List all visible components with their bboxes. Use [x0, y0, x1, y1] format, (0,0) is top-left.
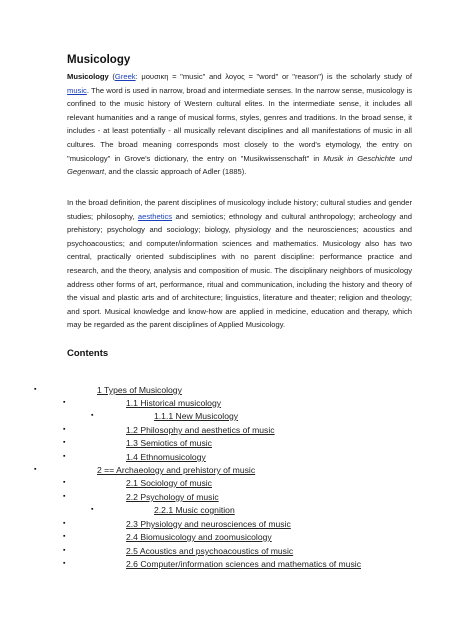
- bullet-icon: ▪: [63, 399, 66, 406]
- bullet-icon: ▪: [34, 386, 37, 393]
- toc-link[interactable]: 2 == Archaeology and prehistory of music: [97, 465, 256, 475]
- definition-rest: and semiotics; ethnology and cultural anthropology; archeology and prehistory; psychology and sociology; biology, physiology and the neurosciences; acoustics and psychoacoustics; and computer/information sciences and mathematics. Musicology also has two central, practically oriented subdisciplines with no parent discipline: performance practice and research, and the theory, analysis and composition of music. The disciplinary neighbors of musicology address other forms of art, performance, ritual and communication, including the history and theory of the visual and plastic arts and of architecture; linguistics, literature and theater; religion and theology; and sport. Musical knowledge and know-how are applied in medicine, education and therapy, which may be regarded as the parent disciplines of Applied Musicology.: [67, 211, 412, 330]
- toc-link[interactable]: 2.5 Acoustics and psychoacoustics of music: [126, 546, 294, 556]
- toc-link[interactable]: 1.4 Ethnomusicology: [126, 452, 206, 462]
- toc-link[interactable]: 2.2 Psychology of music: [126, 492, 219, 502]
- intro-open: (: [108, 72, 115, 81]
- toc-link[interactable]: 1.1 Historical musicology: [126, 398, 222, 408]
- bullet-icon: ▪: [63, 520, 66, 527]
- toc-link[interactable]: 1.1.1 New Musicology: [154, 411, 239, 421]
- definition-start: In the broad definition, the parent disciplines of musicology include history; cultural studies and gender studies; philosophy,: [67, 198, 412, 221]
- toc-link[interactable]: 2.6 Computer/information sciences and mathematics of music: [126, 559, 361, 569]
- bullet-icon: ▪: [63, 479, 66, 486]
- toc-link[interactable]: 2.1 Sociology of music: [126, 478, 212, 488]
- bullet-icon: ▪: [63, 560, 66, 567]
- intro-greek-rest: : μουσικη = "music" and λογος = "word" or "reason") is the scholarly study of: [135, 72, 412, 81]
- intro-end: , and the classic approach of Adler (1885).: [104, 167, 247, 177]
- intro-rest: . The word is used in narrow, broad and intermediate senses. In the narrow sense, musicology is confined to the music history of Western cultural elites. In the intermediate sense, it includes all relevant humanities and a range of musical forms, styles, genres and traditions. In the broad sense, it includes - at least potentially - all musically relevant disciplines and all manifestations of music in all cultures. The broad meaning corresponds most closely to the word's etymology, the entry on "musicology" in Grove's dictionary, the entry on "Musikwissenschaft" in: [67, 85, 412, 163]
- bullet-icon: ▪: [63, 453, 66, 460]
- toc-link[interactable]: 1.3 Semiotics of music: [126, 438, 212, 448]
- bullet-icon: ▪: [63, 439, 66, 446]
- toc-link[interactable]: 1 Types of Musicology: [97, 385, 182, 395]
- toc-link[interactable]: 2.2.1 Music cognition: [154, 505, 235, 515]
- intro-paragraph: [67, 70, 412, 179]
- bullet-icon: ▪: [34, 466, 37, 473]
- bullet-icon: ▪: [63, 426, 66, 433]
- bullet-icon: ▪: [63, 533, 66, 540]
- definition-paragraph: [67, 196, 412, 332]
- bullet-icon: ▪: [91, 506, 94, 513]
- bullet-icon: ▪: [63, 493, 66, 500]
- toc-link[interactable]: 1.2 Philosophy and aesthetics of music: [126, 425, 275, 435]
- bullet-icon: ▪: [91, 412, 94, 419]
- contents-heading: Contents: [67, 348, 109, 359]
- toc-link[interactable]: 2.3 Physiology and neurosciences of music: [126, 519, 291, 529]
- page-title: Musicology: [67, 54, 131, 66]
- music-link[interactable]: music: [67, 85, 87, 95]
- bullet-icon: ▪: [63, 547, 66, 554]
- greek-link[interactable]: Greek: [114, 72, 136, 81]
- aesthetics-link[interactable]: aesthetics: [137, 211, 173, 221]
- book-title: Musik in Geschichte und Gegenwart: [67, 153, 413, 177]
- toc-link[interactable]: 2.4 Biomusicology and zoomusicology: [126, 532, 272, 542]
- term-musicology: Musicology: [67, 72, 109, 81]
